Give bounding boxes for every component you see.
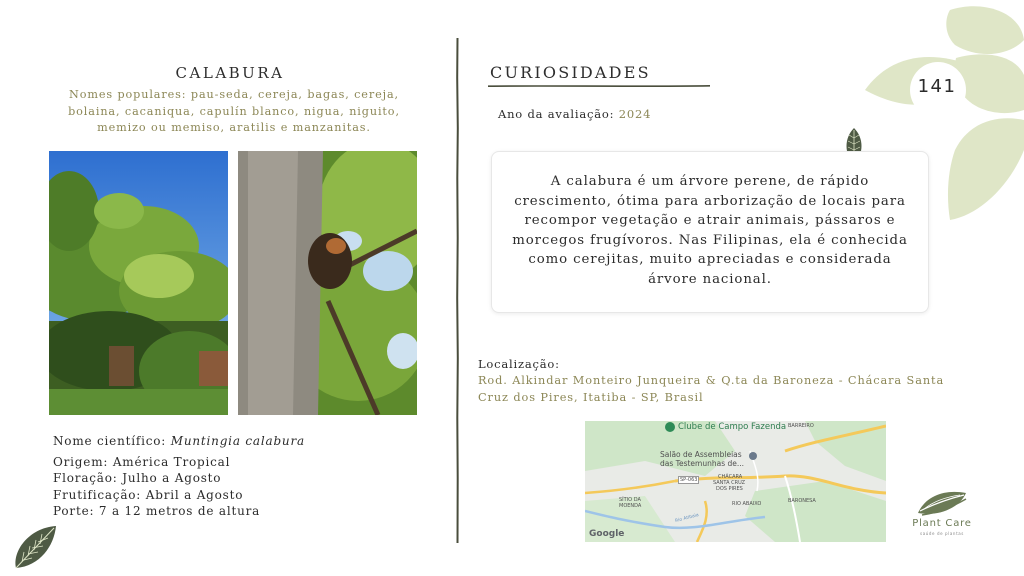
brand-tagline: saúde de plantas — [920, 531, 964, 536]
plant-care-logo-icon — [916, 487, 968, 517]
map-label-chacara-2: SANTA CRUZ — [713, 480, 746, 486]
evaluation-year-label: Ano da avaliação: — [498, 107, 619, 121]
species-title: CALABURA — [175, 64, 285, 82]
map-label-sitio-1: SÍTIO DA — [619, 497, 641, 503]
map-label-sitio-2: MOENDA — [619, 503, 642, 509]
location-label: Localização: — [478, 357, 560, 371]
scientific-name-value: Muntingia calabura — [170, 434, 305, 448]
map-label-road: SP-063 — [680, 477, 698, 483]
map-label-chacara-1: CHÁCARA — [718, 474, 743, 480]
title-underline — [488, 84, 710, 88]
popular-names: Nomes populares: pau-seda, cereja, bagas, cereja, bolaina, cacaniqua, capulín blanco, nigua, niguito, memizo ou memiso, aratilis e manzanitas. — [68, 88, 400, 134]
brand-name: Plant Care — [912, 518, 972, 529]
google-logo: Google — [589, 529, 625, 539]
curiosity-text: A calabura é um árvore perene, de rápido crescimento, ótima para arborização de locais para recompor vegetação e atrair animais, pássaros e morcegos frugívoros. Nas Filipinas, ela é conhecida como cerejitas, muito apreciadas e considerada árvore nacional. — [512, 174, 908, 287]
leaf-icon — [10, 522, 60, 572]
flowering-period: Floração: Julho a Agosto — [53, 471, 222, 485]
map-label-barreiro: BARREIRO — [788, 423, 814, 429]
page-number: 141 — [917, 76, 957, 97]
tree-canopy-photo — [49, 151, 228, 415]
curiosities-title: CURIOSIDADES — [490, 63, 651, 82]
decorative-leaves-icon — [860, 0, 1024, 225]
evaluation-year — [498, 107, 651, 121]
map-label-hall-1: Salão de Assembleias — [660, 450, 742, 459]
tree-size: Porte: 7 a 12 metros de altura — [53, 504, 261, 518]
map-label-rio-abaixo: RIO ABAIXO — [732, 501, 762, 507]
scientific-name-label: Nome científico: — [53, 434, 171, 448]
scientific-name — [53, 434, 305, 448]
evaluation-year-value: 2024 — [618, 107, 652, 121]
fruiting-period: Frutificação: Abril a Agosto — [53, 488, 244, 502]
tree-trunk-photo — [238, 151, 417, 415]
location-map[interactable] — [585, 421, 886, 542]
location-address: Rod. Alkindar Monteiro Junqueira & Q.ta da Baroneza - Chácara Santa Cruz dos Pires, Itatiba - SP, Brasil — [478, 374, 945, 404]
column-divider — [456, 38, 459, 543]
map-label-club: Clube de Campo Fazenda — [678, 422, 787, 432]
map-label-river: Rio Atibaia — [674, 512, 700, 525]
map-label-hall-2: das Testemunhas de... — [660, 459, 745, 468]
map-label-chacara-3: DOS PIRES — [716, 486, 743, 492]
origin: Origem: América Tropical — [53, 455, 231, 469]
map-label-baronesa: BARONESA — [788, 498, 816, 504]
